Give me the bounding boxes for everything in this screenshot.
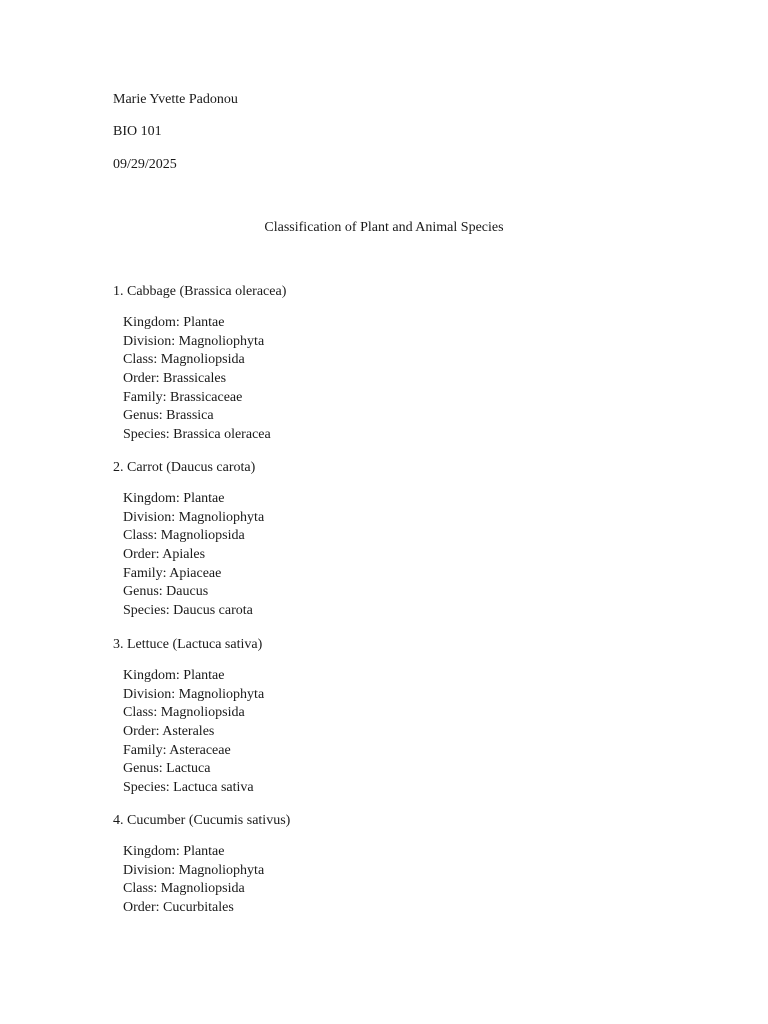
taxonomy-line: Division: Magnoliophyta <box>123 862 265 878</box>
student-name: Marie Yvette Padonou <box>113 92 238 107</box>
taxonomy-line: Order: Asterales <box>123 724 215 740</box>
taxonomy-line: Family: Apiaceae <box>123 565 222 581</box>
taxonomy-line: Species: Lactuca sativa <box>123 780 254 796</box>
taxonomy-list <box>123 490 264 621</box>
taxonomy-line: Genus: Daucus <box>123 584 209 600</box>
taxonomy-line: Class: Magnoliopsida <box>123 528 245 544</box>
document-title: Classification of Plant and Animal Species <box>264 220 504 235</box>
taxonomy-list <box>123 314 271 445</box>
taxonomy-line: Division: Magnoliophyta <box>123 333 265 349</box>
taxonomy-line: Class: Magnoliopsida <box>123 705 245 721</box>
species-heading: 3. Lettuce (Lactuca sativa) <box>113 637 263 652</box>
taxonomy-line: Kingdom: Plantae <box>123 844 225 859</box>
date: 09/29/2025 <box>113 157 177 172</box>
taxonomy-line: Genus: Lactuca <box>123 761 211 777</box>
taxonomy-line: Order: Apiales <box>123 547 206 563</box>
taxonomy-line: Kingdom: Plantae <box>123 315 225 330</box>
species-heading: 2. Carrot (Daucus carota) <box>113 460 256 475</box>
species-heading: 4. Cucumber (Cucumis sativus) <box>113 813 291 828</box>
taxonomy-line: Family: Asteraceae <box>123 742 231 758</box>
taxonomy-line: Genus: Brassica <box>123 408 214 424</box>
course-code: BIO 101 <box>113 124 162 139</box>
taxonomy-list <box>123 667 264 798</box>
taxonomy-line: Division: Magnoliophyta <box>123 686 265 702</box>
taxonomy-line: Order: Brassicales <box>123 371 227 387</box>
taxonomy-list <box>123 843 264 918</box>
taxonomy-line: Class: Magnoliopsida <box>123 352 245 368</box>
taxonomy-line: Kingdom: Plantae <box>123 491 225 506</box>
taxonomy-line: Kingdom: Plantae <box>123 668 225 683</box>
taxonomy-line: Order: Cucurbitales <box>123 900 234 916</box>
species-heading: 1. Cabbage (Brassica oleracea) <box>113 284 287 299</box>
taxonomy-line: Family: Brassicaceae <box>123 389 243 405</box>
taxonomy-line: Class: Magnoliopsida <box>123 881 245 897</box>
taxonomy-line: Division: Magnoliophyta <box>123 509 265 525</box>
taxonomy-line: Species: Daucus carota <box>123 603 253 619</box>
taxonomy-line: Species: Brassica oleracea <box>123 427 271 443</box>
